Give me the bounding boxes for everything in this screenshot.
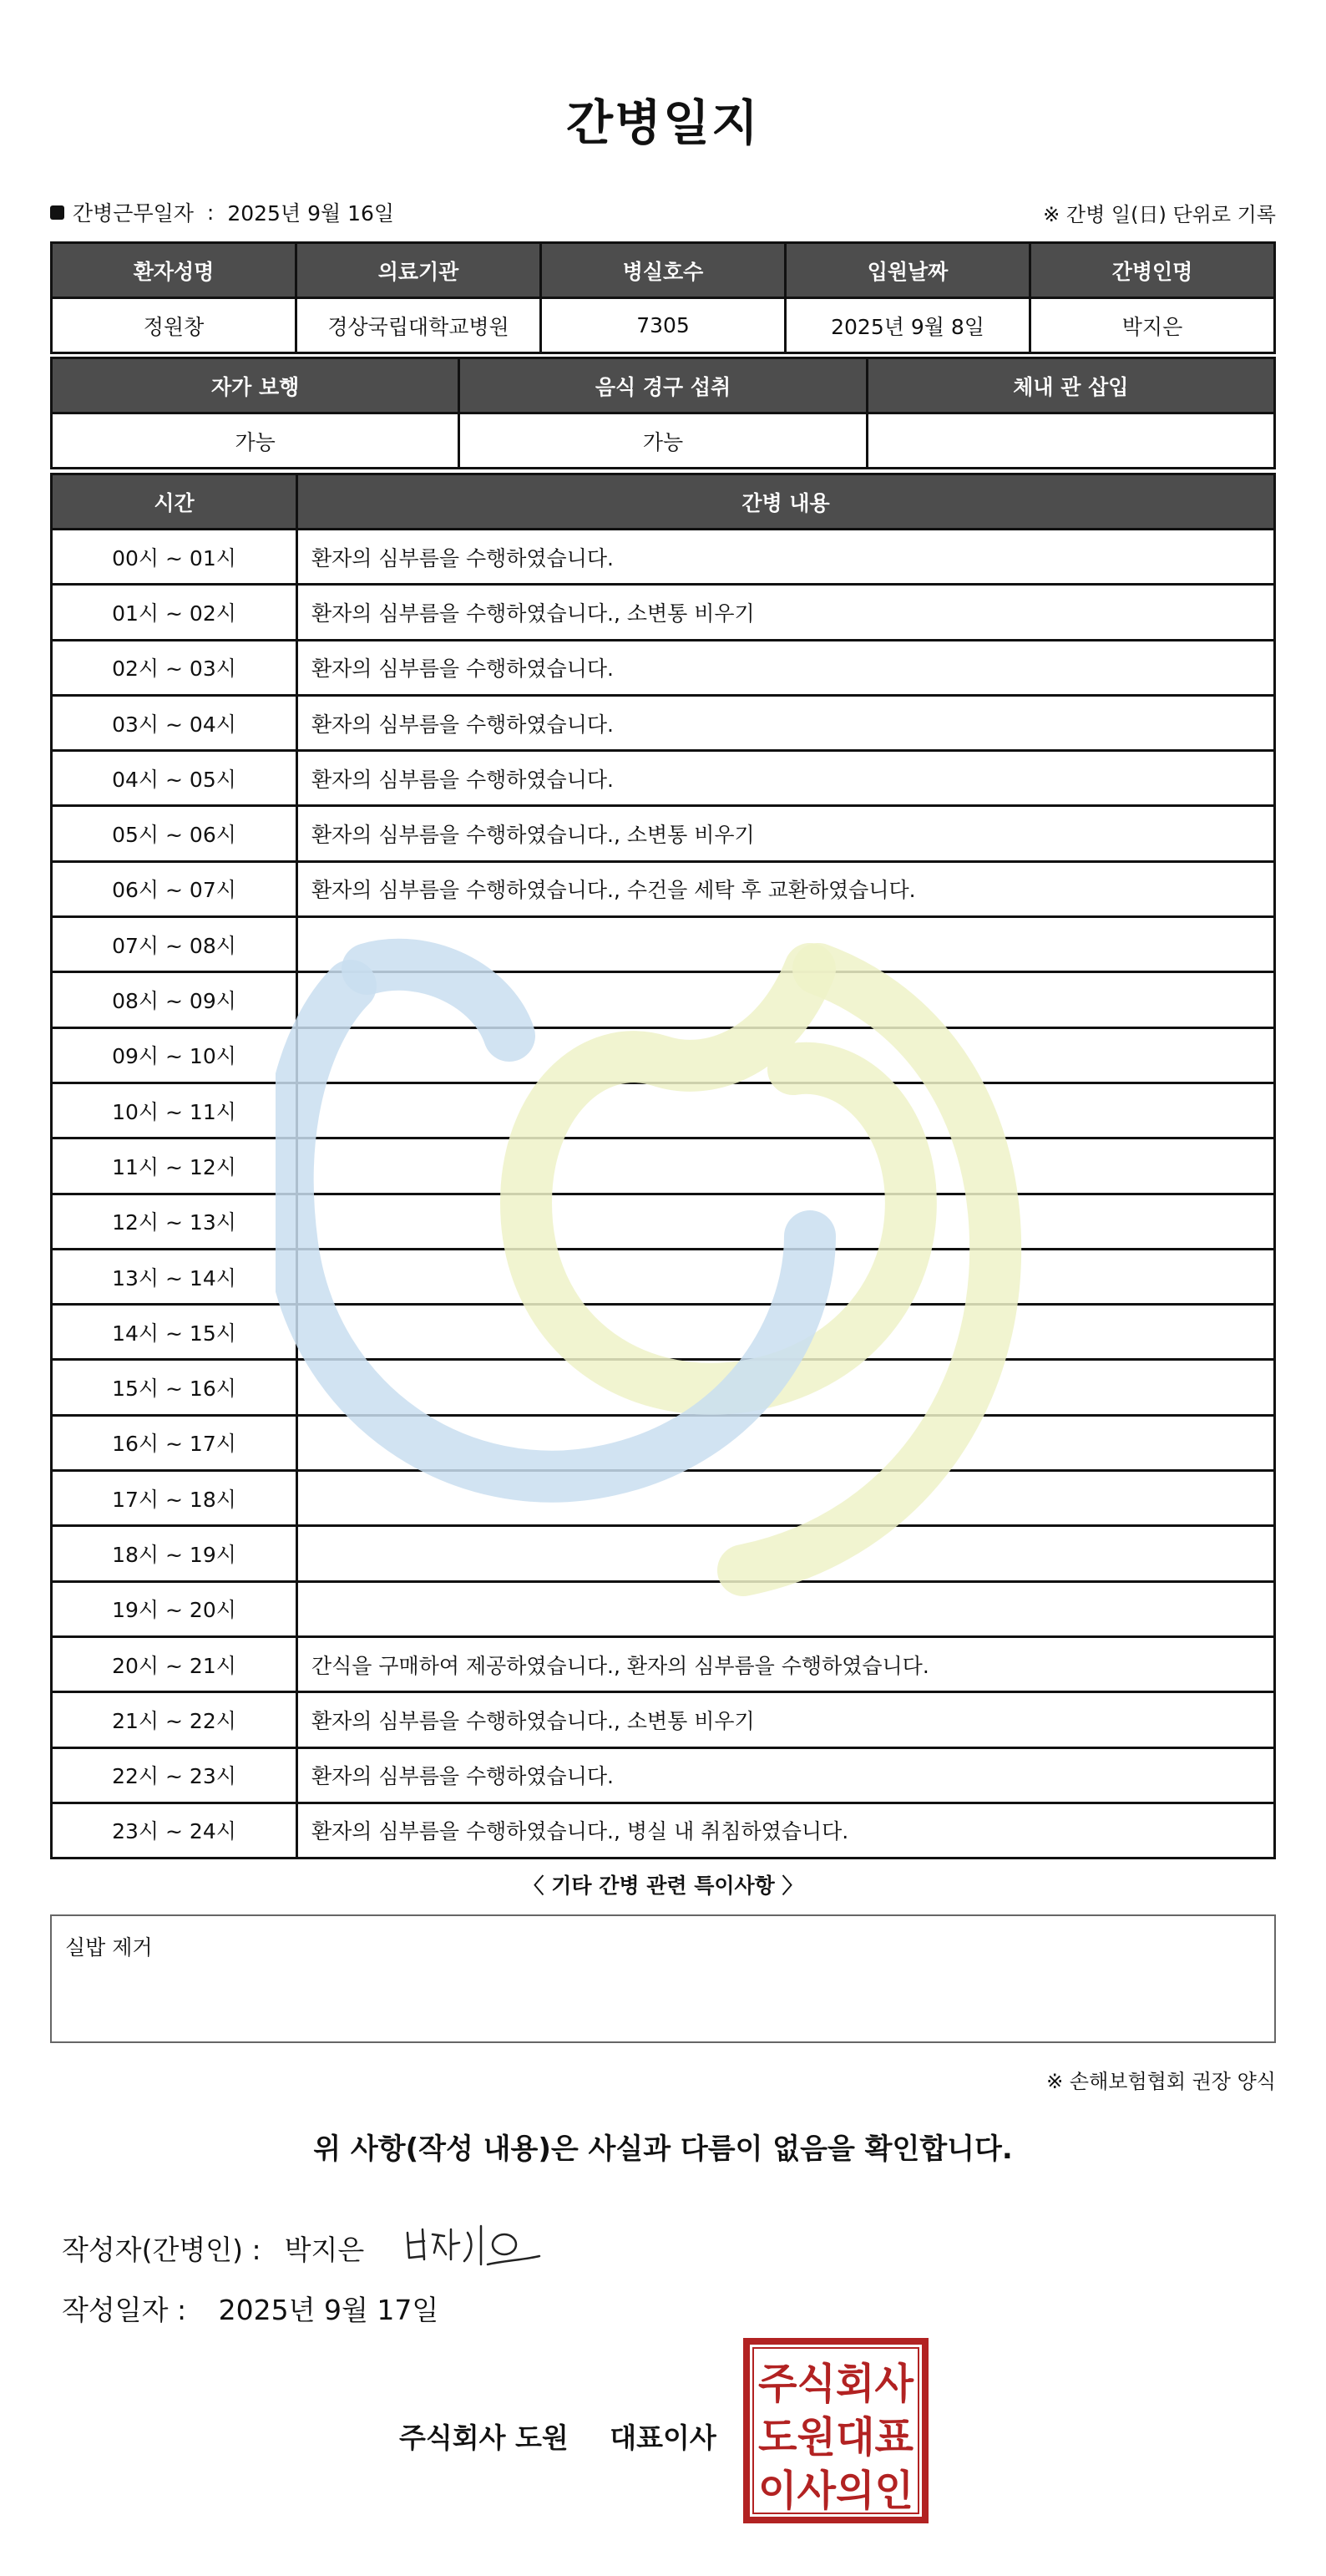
meta-row bbox=[50, 197, 1276, 227]
table-row bbox=[52, 1360, 1275, 1415]
table-row bbox=[52, 1194, 1275, 1249]
care-content-cell bbox=[297, 1305, 1275, 1360]
care-content-cell bbox=[297, 1027, 1275, 1083]
care-content-cell: 환자의 심부름을 수행하였습니다., 소변통 비우기 bbox=[297, 806, 1275, 861]
care-content-cell: 간식을 구매하여 제공하였습니다., 환자의 심부름을 수행하였습니다. bbox=[297, 1636, 1275, 1691]
company-seal-stamp bbox=[741, 2336, 930, 2525]
time-cell: 05시 ~ 06시 bbox=[52, 806, 297, 861]
care-content-cell bbox=[297, 1415, 1275, 1470]
table-row bbox=[52, 1138, 1275, 1194]
patient-status-header-row bbox=[52, 358, 1275, 413]
header-time: 시간 bbox=[52, 474, 297, 530]
writer-label: 작성자(간병인) : bbox=[62, 2233, 261, 2266]
work-date-value: 2025년 9월 16일 bbox=[227, 201, 395, 226]
representative-title: 대표이사 bbox=[610, 2421, 716, 2454]
patient-info-value-row bbox=[52, 298, 1275, 353]
header-oral-intake: 음식 경구 섭취 bbox=[459, 358, 867, 413]
care-content-cell bbox=[297, 1581, 1275, 1636]
time-cell: 08시 ~ 09시 bbox=[52, 972, 297, 1027]
care-content-cell: 환자의 심부름을 수행하였습니다. bbox=[297, 640, 1275, 695]
table-row bbox=[52, 1083, 1275, 1138]
confirmation-statement: 위 사항(작성 내용)은 사실과 다름이 없음을 확인합니다. bbox=[313, 2132, 1013, 2166]
care-log-table bbox=[50, 473, 1276, 1859]
seal-text-line: 도원대표 bbox=[758, 2413, 914, 2462]
header-hospital: 의료기관 bbox=[296, 243, 541, 298]
room-number: 7305 bbox=[541, 298, 786, 353]
time-cell: 17시 ~ 18시 bbox=[52, 1471, 297, 1526]
care-content-cell: 환자의 심부름을 수행하였습니다. bbox=[297, 1747, 1275, 1803]
time-cell: 16시 ~ 17시 bbox=[52, 1415, 297, 1470]
time-cell: 13시 ~ 14시 bbox=[52, 1249, 297, 1304]
time-cell: 18시 ~ 19시 bbox=[52, 1526, 297, 1581]
table-row bbox=[52, 1692, 1275, 1747]
hospital-name: 경상국립대학교병원 bbox=[296, 298, 541, 353]
table-row bbox=[52, 1471, 1275, 1526]
care-content-cell: 환자의 심부름을 수행하였습니다. bbox=[297, 530, 1275, 585]
table-row bbox=[52, 530, 1275, 585]
care-content-cell bbox=[297, 1083, 1275, 1138]
written-date-value: 2025년 9월 17일 bbox=[218, 2294, 439, 2326]
special-notes-box bbox=[50, 1914, 1276, 2043]
time-cell: 04시 ~ 05시 bbox=[52, 751, 297, 806]
table-row bbox=[52, 1415, 1275, 1470]
care-content-cell bbox=[297, 1360, 1275, 1415]
time-cell: 23시 ~ 24시 bbox=[52, 1803, 297, 1858]
tube-value bbox=[867, 413, 1274, 469]
time-cell: 09시 ~ 10시 bbox=[52, 1027, 297, 1083]
table-row bbox=[52, 640, 1275, 695]
care-content-cell bbox=[297, 972, 1275, 1027]
patient-status-value-row bbox=[52, 413, 1275, 469]
time-cell: 19시 ~ 20시 bbox=[52, 1581, 297, 1636]
admission-date: 2025년 9월 8일 bbox=[786, 298, 1030, 353]
table-row bbox=[52, 1249, 1275, 1304]
table-row bbox=[52, 1526, 1275, 1581]
table-row bbox=[52, 1803, 1275, 1858]
patient-status-table bbox=[50, 357, 1276, 469]
patient-info-header-row bbox=[52, 243, 1275, 298]
walking-value: 가능 bbox=[52, 413, 459, 469]
writer-row bbox=[62, 2218, 543, 2278]
header-patient-name: 환자성명 bbox=[52, 243, 296, 298]
time-cell: 22시 ~ 23시 bbox=[52, 1747, 297, 1803]
table-row bbox=[52, 861, 1275, 916]
table-row bbox=[52, 695, 1275, 750]
page-title: 간병일지 bbox=[565, 94, 761, 151]
header-tube: 체내 관 삽입 bbox=[867, 358, 1274, 413]
header-room: 병실호수 bbox=[541, 243, 786, 298]
care-content-cell bbox=[297, 1249, 1275, 1304]
record-note: ※ 간병 일(日) 단위로 기록 bbox=[1043, 202, 1276, 226]
work-date-label: 간병근무일자 bbox=[73, 201, 194, 226]
patient-info-table bbox=[50, 241, 1276, 354]
care-content-cell bbox=[297, 1471, 1275, 1526]
time-cell: 14시 ~ 15시 bbox=[52, 1305, 297, 1360]
table-row bbox=[52, 806, 1275, 861]
care-content-cell: 환자의 심부름을 수행하였습니다. bbox=[297, 751, 1275, 806]
oral-intake-value: 가능 bbox=[459, 413, 867, 469]
table-row bbox=[52, 751, 1275, 806]
care-log-body bbox=[52, 530, 1275, 1858]
care-content-cell bbox=[297, 917, 1275, 972]
written-date-label: 작성일자 : bbox=[62, 2294, 187, 2326]
company-signature bbox=[399, 2416, 716, 2456]
care-content-cell: 환자의 심부름을 수행하였습니다., 소변통 비우기 bbox=[297, 585, 1275, 640]
time-cell: 03시 ~ 04시 bbox=[52, 695, 297, 750]
table-row bbox=[52, 917, 1275, 972]
time-cell: 10시 ~ 11시 bbox=[52, 1083, 297, 1138]
table-row bbox=[52, 1027, 1275, 1083]
time-cell: 21시 ~ 22시 bbox=[52, 1692, 297, 1747]
special-notes-title: 〈 기타 간병 관련 특이사항 〉 bbox=[523, 1874, 803, 1898]
table-row bbox=[52, 972, 1275, 1027]
table-row bbox=[52, 1747, 1275, 1803]
patient-name: 정원창 bbox=[52, 298, 296, 353]
care-content-cell bbox=[297, 1526, 1275, 1581]
work-date-separator: : bbox=[206, 200, 215, 225]
care-content-cell: 환자의 심부름을 수행하였습니다., 소변통 비우기 bbox=[297, 1692, 1275, 1747]
time-cell: 12시 ~ 13시 bbox=[52, 1194, 297, 1249]
care-log-header-row bbox=[52, 474, 1275, 530]
care-content-cell: 환자의 심부름을 수행하였습니다. bbox=[297, 695, 1275, 750]
time-cell: 00시 ~ 01시 bbox=[52, 530, 297, 585]
header-caregiver: 간병인명 bbox=[1030, 243, 1275, 298]
table-row bbox=[52, 585, 1275, 640]
care-content-cell: 환자의 심부름을 수행하였습니다., 수건을 세탁 후 교환하였습니다. bbox=[297, 861, 1275, 916]
square-bullet-icon bbox=[50, 205, 64, 220]
writer-name: 박지은 bbox=[284, 2233, 365, 2266]
table-row bbox=[52, 1305, 1275, 1360]
header-walking: 자가 보행 bbox=[52, 358, 459, 413]
time-cell: 01시 ~ 02시 bbox=[52, 585, 297, 640]
time-cell: 20시 ~ 21시 bbox=[52, 1636, 297, 1691]
seal-text-line: 이사의인 bbox=[758, 2467, 914, 2515]
time-cell: 07시 ~ 08시 bbox=[52, 917, 297, 972]
time-cell: 11시 ~ 12시 bbox=[52, 1138, 297, 1194]
time-cell: 02시 ~ 03시 bbox=[52, 640, 297, 695]
care-content-cell: 환자의 심부름을 수행하였습니다., 병실 내 취침하였습니다. bbox=[297, 1803, 1275, 1858]
form-source-note: ※ 손해보험협회 권장 양식 bbox=[1046, 2070, 1276, 2093]
time-cell: 06시 ~ 07시 bbox=[52, 861, 297, 916]
company-name: 주식회사 도원 bbox=[399, 2421, 569, 2454]
care-content-cell bbox=[297, 1194, 1275, 1249]
seal-text-line: 주식회사 bbox=[758, 2360, 914, 2408]
time-cell: 15시 ~ 16시 bbox=[52, 1360, 297, 1415]
written-date-row bbox=[62, 2289, 438, 2328]
special-notes-content: 실밥 제거 bbox=[65, 1935, 153, 1960]
work-date bbox=[50, 197, 394, 227]
header-care-content: 간병 내용 bbox=[297, 474, 1275, 530]
header-admission-date: 입원날짜 bbox=[786, 243, 1030, 298]
care-content-cell bbox=[297, 1138, 1275, 1194]
signature-image bbox=[401, 2218, 543, 2278]
caregiver-name: 박지은 bbox=[1030, 298, 1275, 353]
table-row bbox=[52, 1581, 1275, 1636]
table-row bbox=[52, 1636, 1275, 1691]
